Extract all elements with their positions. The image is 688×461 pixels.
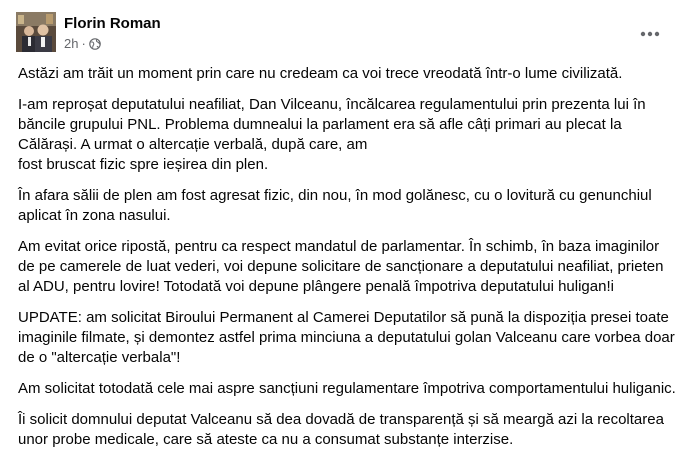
more-options-button[interactable] <box>632 16 668 52</box>
avatar[interactable] <box>16 12 56 52</box>
separator-dot: · <box>81 36 86 51</box>
post-paragraph: Am evitat orice ripostă, pentru ca respect mandatul de parlamentar. În schimb, în baza imaginilor de pe camerele de luat vederi, voi depune solicitare de sancționare a deputatului neafiliat, prieten al ADU, pentru lovire! Totodată voi depune plângere penală împotriva deputatului huligan!i <box>18 238 664 295</box>
post-paragraph: I-am reproșat deputatului neafiliat, Dan Vilceanu, încălcarea regulamentului prin prezenta lui în băncile grupului PNL. Problema dumnealui la parlament era să afle câți primari au plecat la Călărași. A urmat o altercație verbală, după care, am fost bruscat fizic spre ieșirea din plen. <box>18 96 646 173</box>
post-header <box>16 12 161 52</box>
post-content <box>18 64 678 461</box>
globe-icon[interactable] <box>89 38 101 50</box>
post-meta <box>64 12 161 52</box>
more-options-icon <box>640 31 660 37</box>
post-paragraph: În afara sălii de plen am fost agresat fizic, din nou, în mod golănesc, cu o lovitură cu genunchiul aplicat în zona nasului. <box>18 187 652 224</box>
post-paragraph: Îi solicit domnului deputat Valceanu să dea dovadă de transparență și să meargă azi la recoltarea unor probe medicale, care să ateste ca nu a consumat substanțe interzise. <box>18 411 664 448</box>
post-time[interactable]: 2h <box>64 36 79 51</box>
author-name[interactable]: Florin Roman <box>64 15 161 32</box>
post-paragraph: Am solicitat totodată cele mai aspre sancțiuni regulamentare împotriva comportamentului huliganic. <box>18 380 676 397</box>
post-paragraph: Astăzi am trăit un moment prin care nu credeam ca voi trece vreodată într-o lume civilizată. <box>18 65 623 82</box>
post-paragraph: UPDATE: am solicitat Biroului Permanent al Camerei Deputatilor să pună la dispoziția presei toate imaginile filmate, și demontez astfel prima minciuna a deputatului golan Valceanu care vorbea doar de o "altercație verbala"! <box>18 309 675 366</box>
post-subline <box>64 36 161 52</box>
